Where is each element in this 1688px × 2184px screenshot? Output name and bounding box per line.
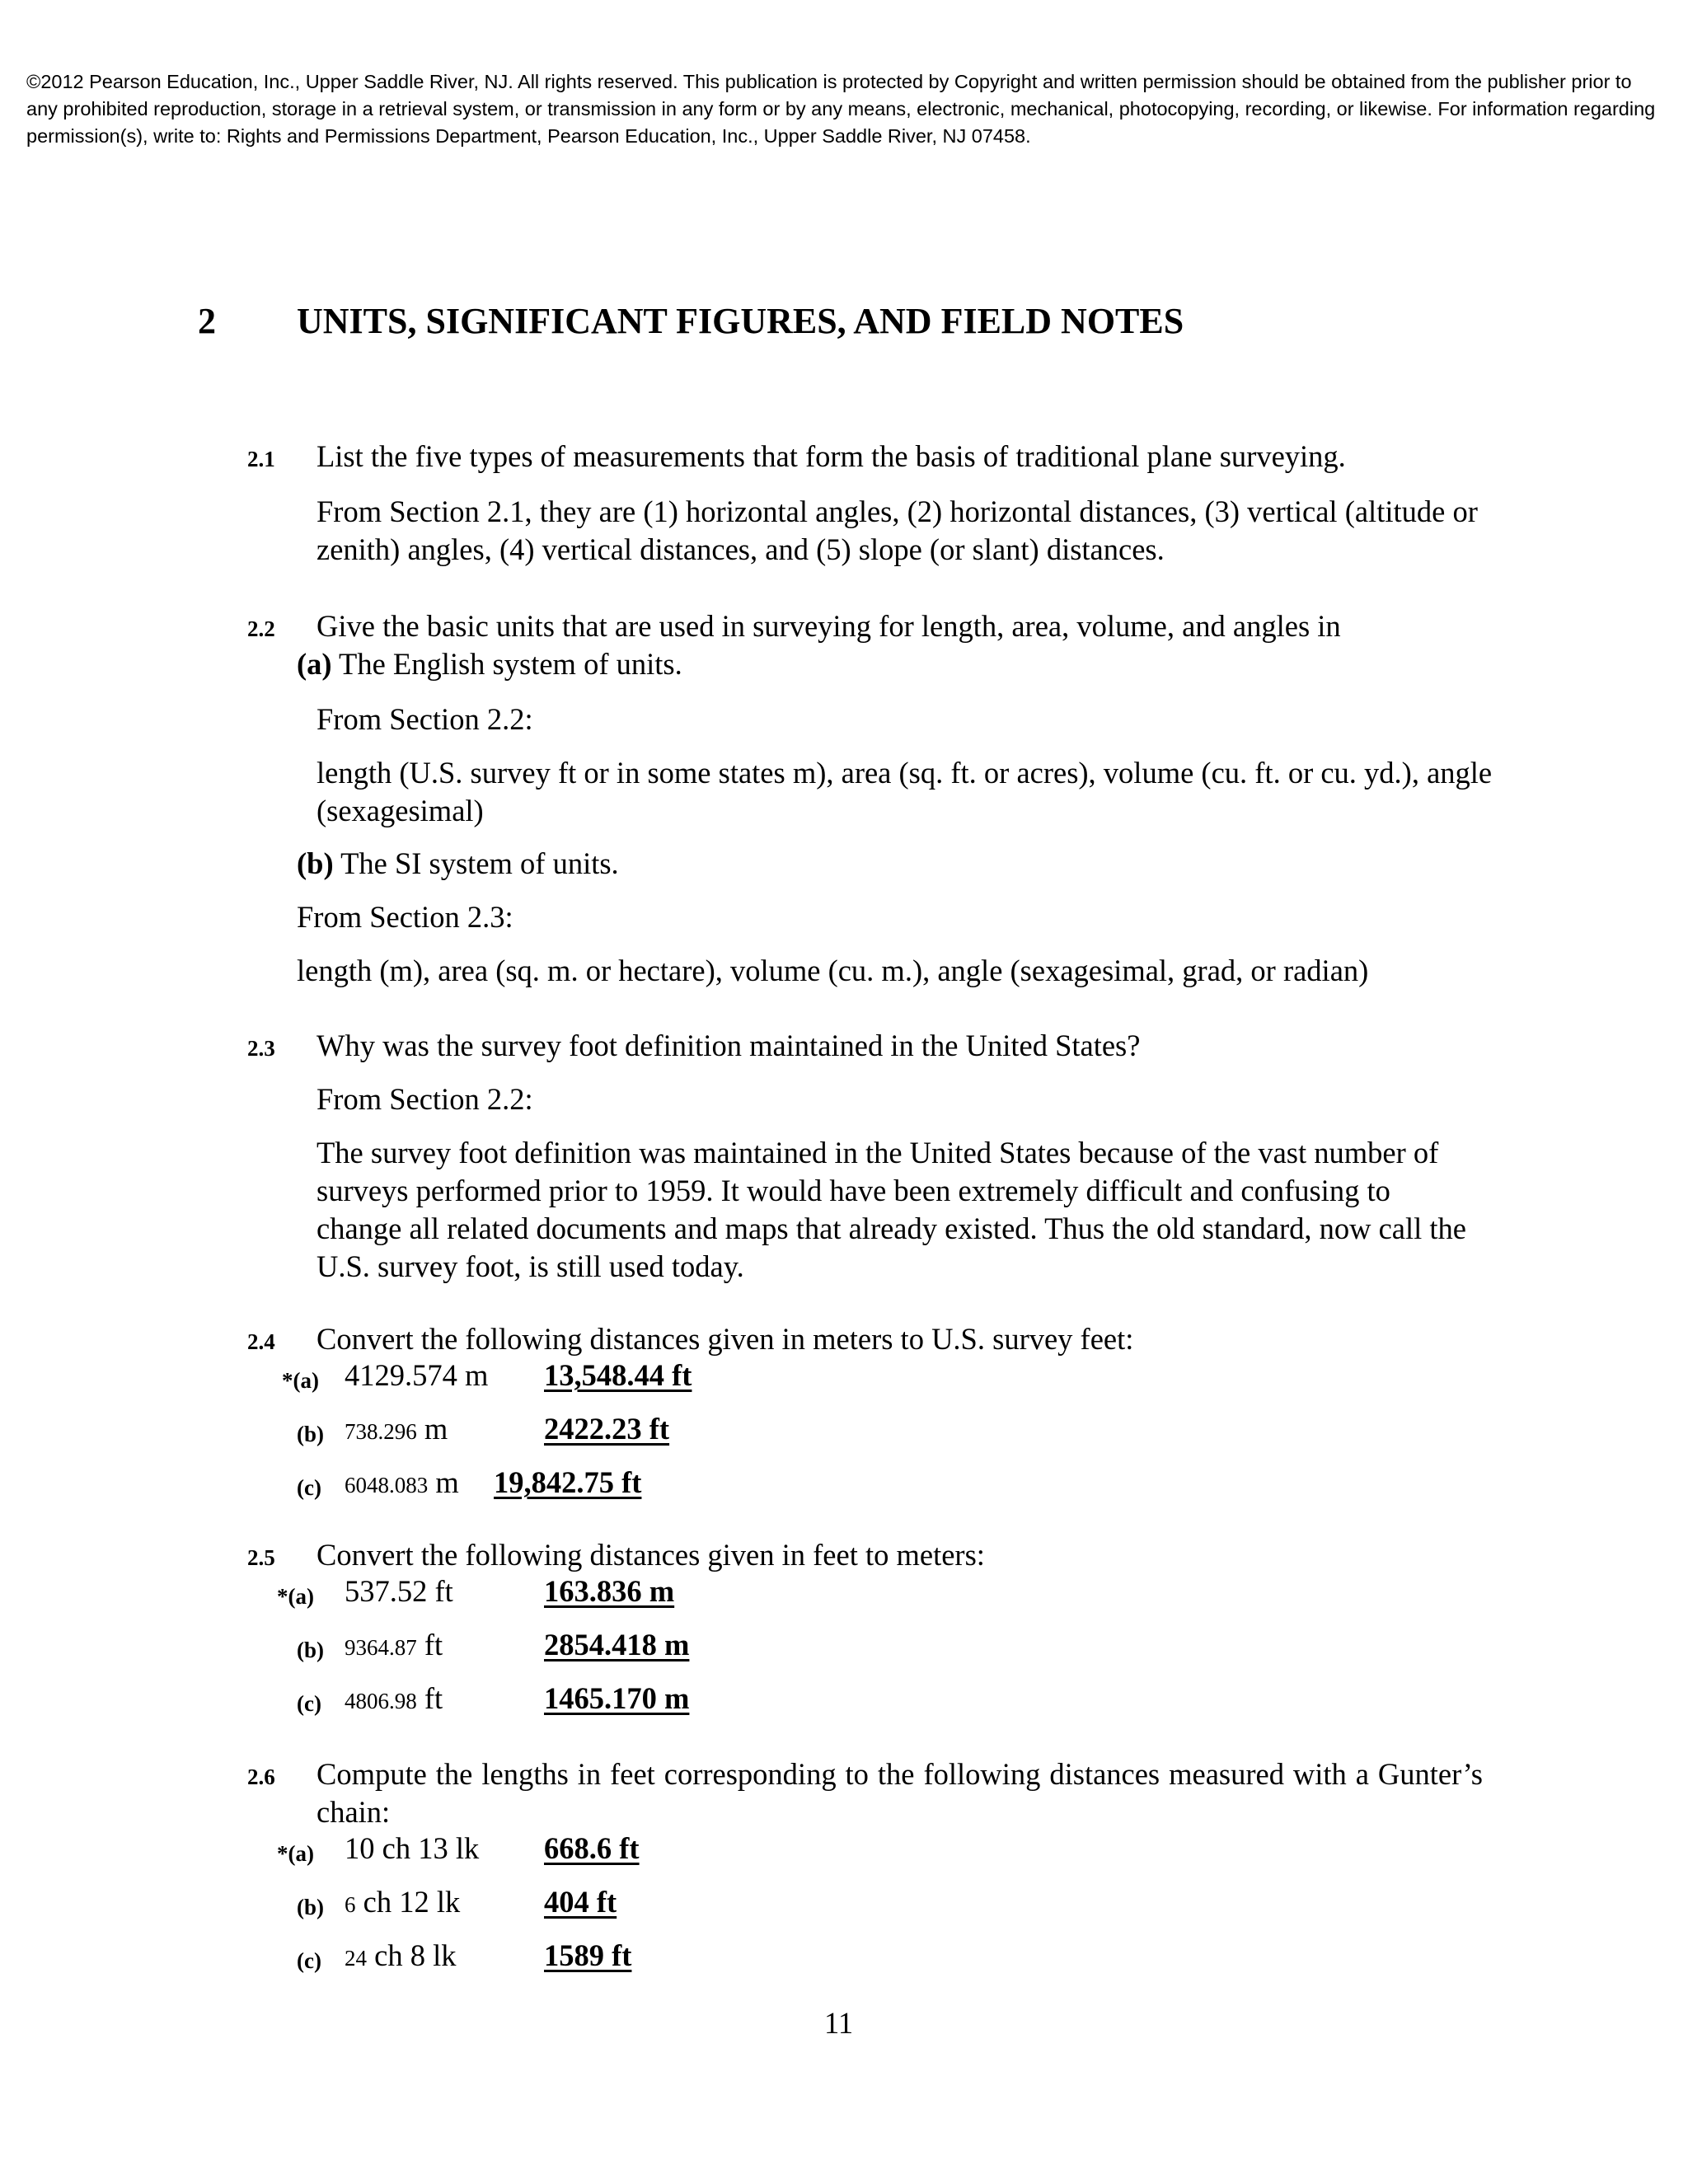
given-value xyxy=(345,1626,443,1666)
given-value xyxy=(345,1680,443,1720)
answer-text: From Section 2.1, they are (1) horizontal angles, (2) horizontal distances, (3) vertical (altitude or zenith) angles, (4) vertical distances, and (5) slope (or slant) distances. xyxy=(316,494,1478,566)
value: 6048.083 xyxy=(345,1473,429,1497)
value: 537.52 xyxy=(345,1574,428,1608)
question-number: 2.6 xyxy=(247,1765,275,1789)
value: 738.296 xyxy=(345,1419,417,1444)
part-a xyxy=(297,645,682,683)
question-text: Convert the following distances given in meters to U.S. survey feet: xyxy=(316,1322,1134,1356)
question-number: 2.4 xyxy=(247,1329,275,1354)
question-number: 2.2 xyxy=(247,616,275,641)
unit: ch 12 lk xyxy=(363,1885,461,1919)
unit: ch 13 lk xyxy=(382,1831,480,1865)
part-label: (c) xyxy=(297,1475,321,1500)
unit: m xyxy=(465,1358,489,1392)
source-reference: From Section 2.2: xyxy=(316,1082,533,1116)
answer-value: 2422.23 ft xyxy=(544,1412,670,1446)
unit: ft xyxy=(424,1628,443,1661)
question-text: List the five types of measurements that form the basis of traditional plane surveying. xyxy=(316,439,1346,473)
part-label: (c) xyxy=(297,1691,321,1716)
unit: m xyxy=(424,1412,448,1446)
unit: ch 8 lk xyxy=(374,1938,457,1972)
question-text: Convert the following distances given in feet to meters: xyxy=(316,1538,985,1572)
part-label: *(a) xyxy=(277,1584,314,1609)
answer-value: 1589 ft xyxy=(544,1938,632,1972)
part-label: *(a) xyxy=(282,1368,319,1393)
answer-value: 404 ft xyxy=(544,1885,617,1919)
question-number: 2.1 xyxy=(247,447,275,471)
question-text: Give the basic units that are used in surveying for length, area, volume, and angles in xyxy=(316,609,1341,643)
part-text: The English system of units. xyxy=(339,647,682,681)
question-text: Why was the survey foot definition maintained in the United States? xyxy=(316,1029,1141,1062)
given-value xyxy=(345,1357,488,1394)
part-label: *(a) xyxy=(277,1841,314,1866)
answer-value: 2854.418 m xyxy=(544,1628,690,1661)
value: 4806.98 xyxy=(345,1689,417,1713)
part-label: (a) xyxy=(297,647,332,681)
given-value xyxy=(345,1464,459,1504)
answer-value: 19,842.75 ft xyxy=(494,1465,642,1499)
value: 6 xyxy=(345,1892,356,1917)
question-number: 2.5 xyxy=(247,1545,275,1570)
unit: ft xyxy=(424,1681,443,1715)
given-value xyxy=(345,1883,460,1924)
answer-value: 13,548.44 ft xyxy=(544,1358,692,1392)
source-reference: From Section 2.3: xyxy=(297,900,513,934)
answer-text: length (U.S. survey ft or in some states m), area (sq. ft. or acres), volume (cu. ft. or cu. yd.), angle (sexagesimal) xyxy=(316,756,1493,827)
value: 10 xyxy=(345,1831,375,1865)
part-label: (b) xyxy=(297,1638,324,1662)
answer-value: 668.6 ft xyxy=(544,1831,640,1865)
page-number: 11 xyxy=(824,2006,854,2040)
part-label: (b) xyxy=(297,1895,324,1919)
answer-text: The survey foot definition was maintained in the United States because of the vast number of surveys performed prior to 1959. It would have been extremely difficult and confusing to change all related documents and maps that already existed. Thus the old standard, now call the U.S. survey foot, is still used today. xyxy=(316,1136,1467,1283)
copyright-notice: ©2012 Pearson Education, Inc., Upper Saddle River, NJ. All rights reserved. This publication is protected by Copyright and written permission should be obtained from the publisher prior to any prohibited reproduction, storage in a retrieval system, or transmission in any form or by any means, electronic, mechanical, photocopying, recording, or likewise. For information regarding permission(s), write to: Rights and Permissions Department, Pearson Education, Inc., Upper Saddle River, NJ 07458. xyxy=(26,71,1656,147)
part-b xyxy=(297,845,619,883)
part-text: The SI system of units. xyxy=(340,846,619,880)
given-value xyxy=(345,1572,453,1610)
answer-text: length (m), area (sq. m. or hectare), volume (cu. m.), angle (sexagesimal, grad, or radian) xyxy=(297,954,1369,987)
question-number: 2.3 xyxy=(247,1036,275,1061)
answer-value: 1465.170 m xyxy=(544,1681,690,1715)
given-value xyxy=(345,1410,448,1451)
part-label: (c) xyxy=(297,1948,321,1973)
unit: ft xyxy=(434,1574,453,1608)
answer-value: 163.836 m xyxy=(544,1574,675,1608)
part-label: (b) xyxy=(297,1422,324,1446)
chapter-title: UNITS, SIGNIFICANT FIGURES, AND FIELD NOTES xyxy=(297,301,1184,341)
unit: m xyxy=(435,1465,459,1499)
source-reference: From Section 2.2: xyxy=(316,702,533,736)
chapter-number: 2 xyxy=(198,301,216,341)
given-value xyxy=(345,1830,479,1868)
given-value xyxy=(345,1937,456,1977)
value: 24 xyxy=(345,1946,367,1971)
value: 9364.87 xyxy=(345,1635,417,1660)
value: 4129.574 xyxy=(345,1358,457,1392)
part-label: (b) xyxy=(297,846,334,880)
question-text: Compute the lengths in feet corresponding to the following distances measured with a Gunter’s chain: xyxy=(316,1757,1483,1829)
